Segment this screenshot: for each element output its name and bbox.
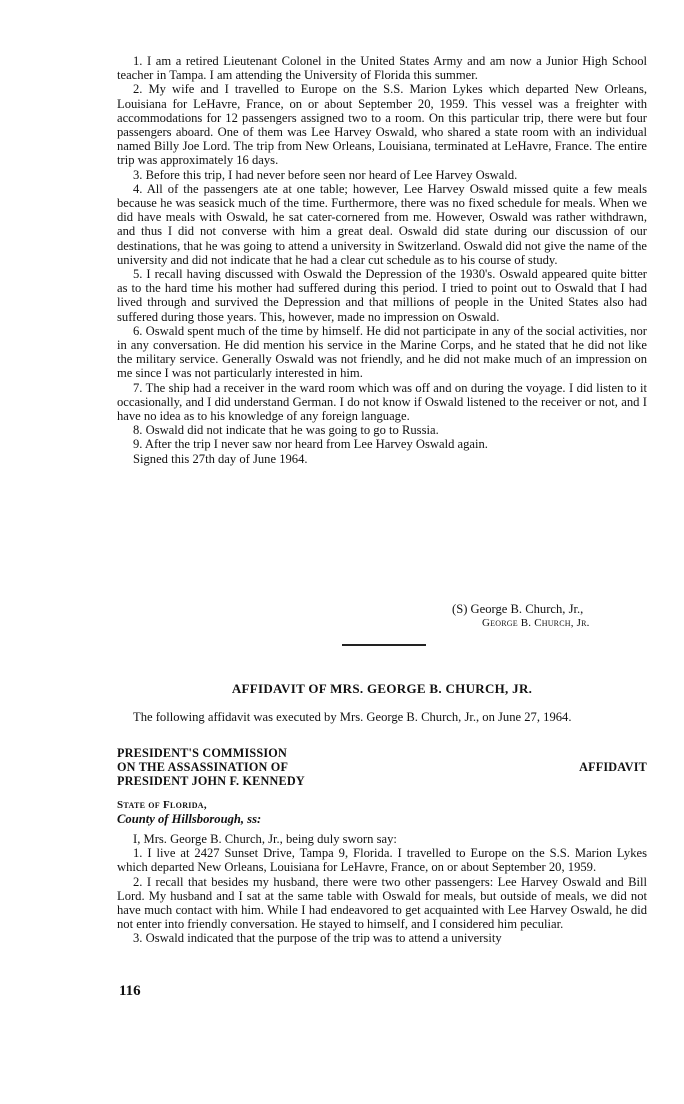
- affidavit-paragraph-1: 1. I live at 2427 Sunset Drive, Tampa 9, Florida. I travelled to Europe on the S.S. Marion Lykes which departed New Orleans, Louisiana for LeHavre, France, on or about September 20, 1959.: [117, 846, 647, 875]
- sworn-statement: I, Mrs. George B. Church, Jr., being duly sworn say:: [133, 832, 397, 846]
- county-line: County of Hillsborough, ss:: [117, 812, 262, 827]
- paragraph-1: 1. I am a retired Lieutenant Colonel in the United States Army and am now a Junior High School teacher in Tampa. I am attending the University of Florida this summer.: [117, 54, 647, 83]
- commission-line-1: PRESIDENT'S COMMISSION: [117, 746, 287, 760]
- affidavit-paragraph-2: 2. I recall that besides my husband, there were two other passengers: Lee Harvey Oswald and Bill Lord. My husband and I sat at the same table with Oswald for meals, but outside of meals, we did not have much contact with him. While I had endeavored to get acquainted with Lee Harvey Oswald, he did not enter into friendly conversation. He stayed to himself, and I considered him peculiar.: [117, 874, 647, 932]
- mrs-church-affidavit-body: [117, 832, 647, 946]
- signed-date-line: Signed this 27th day of June 1964.: [133, 451, 308, 466]
- affidavit-heading: AFFIDAVIT OF MRS. GEORGE B. CHURCH, JR.: [231, 681, 533, 696]
- paragraph-9: 9. After the trip I never saw nor heard from Lee Harvey Oswald again.: [133, 437, 488, 452]
- paragraph-4: 4. All of the passengers ate at one table; however, Lee Harvey Oswald missed quite a few meals because he was seasick much of the time. Furthermore, there was no fixed schedule for meals. When we did have meals with Oswald, he sat cater-cornered from me. However, Oswald was rather withdrawn, and thus I did not converse with him a great deal. Oswald did state during our discussion of our destinations, that he was going to attend a university in Switzerland. Oswald did not give the name of the university and did not indicate that he had a clear cut schedule as to his course of study.: [117, 181, 647, 267]
- commission-line-3: PRESIDENT JOHN F. KENNEDY: [117, 774, 305, 788]
- venue-block: [117, 798, 647, 826]
- signature-block: [452, 602, 652, 630]
- paragraph-2: 2. My wife and I travelled to Europe on the S.S. Marion Lykes which departed New Orleans, Louisiana for LeHavre, France, on or about September 20, 1959. This vessel was a freighter with accommodations for 12 passengers assigned two to a room. On this particular trip, there were but four passengers aboard. One of them was Lee Harvey Oswald, who shared a state room with an individual named Billy Joe Lord. The trip from New Orleans, Louisiana, terminated at LeHavre, France. The entire trip was approximately 16 days.: [117, 82, 647, 168]
- signature-line: (S) George B. Church, Jr.,: [452, 602, 584, 616]
- church-affidavit-body: [117, 54, 647, 466]
- affidavit-caption-block: [117, 710, 647, 724]
- paragraph-8: 8. Oswald did not indicate that he was going to go to Russia.: [133, 423, 439, 438]
- page-number: 116: [119, 983, 141, 999]
- paragraph-5: 5. I recall having discussed with Oswald the Depression of the 1930's. Oswald appeared quite bitter as to the hard time his mother had suffered during this period. I tried to point out to Oswald that I had lived through and survived the Depression and that millions of people in the United States also had suffered during those years. This, however, made no impression on Oswald.: [117, 267, 647, 324]
- affidavit-caption: The following affidavit was executed by Mrs. George B. Church, Jr., on June 27, 1964.: [133, 710, 572, 724]
- affidavit-label: AFFIDAVIT: [579, 760, 647, 774]
- signature-name: George B. Church, Jr.: [482, 617, 590, 630]
- commission-line-2: ON THE ASSASSINATION OF: [117, 760, 289, 774]
- paragraph-6: 6. Oswald spent much of the time by himself. He did not participate in any of the social activities, nor in any conversation. He did mention his service in the Marine Corps, and he stated that he did not like the military service. Generally Oswald was not friendly, and he did not make much of an impression on me since I was not particularly interested in him.: [117, 323, 647, 381]
- affidavit-paragraph-3: 3. Oswald indicated that the purpose of the trip was to attend a university: [133, 931, 502, 946]
- paragraph-7: 7. The ship had a receiver in the ward room which was off and on during the voyage. I did listen to it occasionally, and I did understand German. I do not know if Oswald listened to the receiver or not, and I have no idea as to his knowledge of any foreign language.: [117, 380, 647, 424]
- state-line: State of Florida,: [117, 799, 207, 811]
- commission-header: [117, 746, 647, 788]
- section-divider: [342, 644, 426, 646]
- paragraph-3: 3. Before this trip, I had never before seen nor heard of Lee Harvey Oswald.: [133, 167, 518, 182]
